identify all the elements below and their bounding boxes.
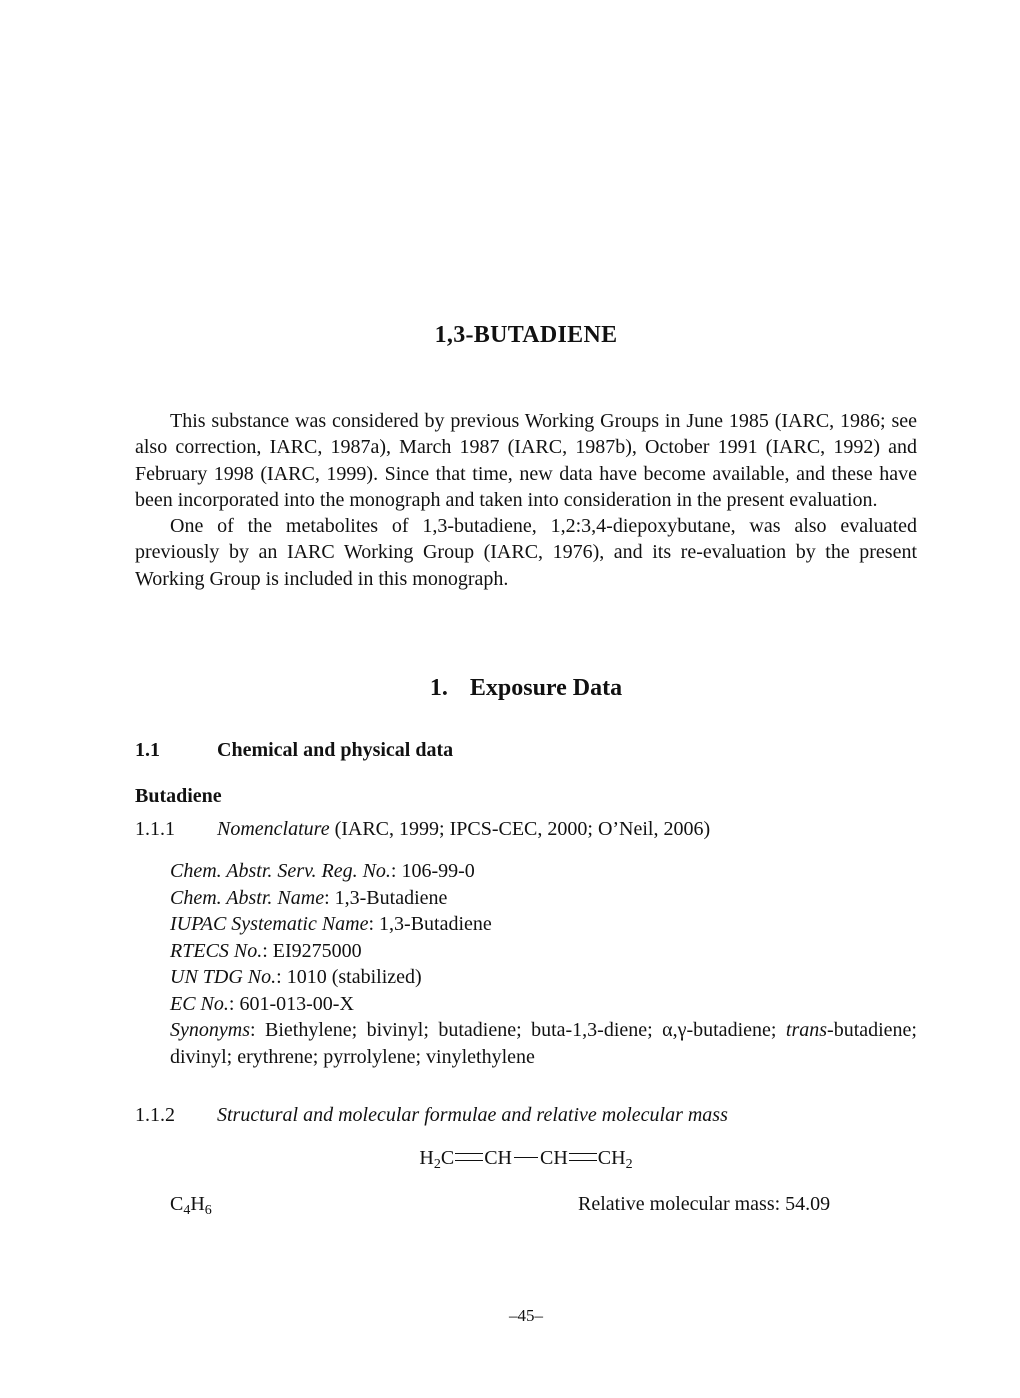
double-bond bbox=[569, 1153, 597, 1161]
formulae-heading bbox=[135, 1104, 728, 1127]
item-label: RTECS No. bbox=[170, 939, 263, 962]
ec-number-row bbox=[170, 991, 917, 1018]
subsection-title: Chemical and physical data bbox=[217, 739, 454, 761]
page-number: –45– bbox=[509, 1306, 543, 1325]
synonyms-label: Synonyms bbox=[170, 1019, 250, 1041]
intro-paragraph-2: One of the metabolites of 1,3-butadiene, 1,2:3,4-diepoxybutane, was also evaluated previously by an IARC Working Group (IARC, 1976), and its re-evaluation by the present Working Group is included in this monograph. bbox=[135, 515, 917, 590]
item-label: Chem. Abstr. Name bbox=[170, 886, 325, 909]
atom-c: C bbox=[440, 1147, 455, 1169]
intro-paragraph-1: This substance was considered by previous Working Groups in June 1985 (IARC, 1986; see also correction, IARC, 1987a), March 1987 (IARC, 1987b), October 1991 (IARC, 1992) and February 1998 (IARC, 1999). Since that time, new data have become available, and these have been incorporated into the monograph and taken into consideration in the present evaluation. bbox=[135, 410, 917, 511]
synonyms-value-b: butadiene; divinyl; erythrene; pyrrolylene; vinylethylene bbox=[170, 1019, 917, 1068]
item-value: : 1010 (stabilized) bbox=[276, 966, 422, 988]
item-value: : 601-013-00-X bbox=[228, 992, 354, 1015]
item-value: : 1,3-Butadiene bbox=[324, 886, 448, 909]
compound-heading: Butadiene bbox=[135, 785, 222, 807]
group-ch: CH bbox=[484, 1147, 512, 1169]
double-bond bbox=[455, 1153, 483, 1161]
atom-h: H bbox=[190, 1193, 205, 1215]
group-ch: CH bbox=[597, 1147, 626, 1169]
molecular-formula bbox=[170, 1193, 212, 1216]
item-label: UN TDG No. bbox=[170, 966, 277, 988]
iupac-name-row bbox=[170, 911, 917, 938]
formulae-number: 1.1.2 bbox=[135, 1104, 175, 1126]
section-number: 1. bbox=[429, 675, 448, 701]
item-label: EC No. bbox=[170, 992, 229, 1015]
introduction bbox=[135, 408, 917, 592]
nomenclature-list bbox=[170, 858, 917, 1070]
subscript: 4 bbox=[183, 1203, 191, 1218]
nomenclature-title: Nomenclature bbox=[217, 818, 330, 840]
item-label: Chem. Abstr. Serv. Reg. No. bbox=[170, 860, 391, 882]
cas-name-row bbox=[170, 885, 917, 912]
single-bond bbox=[514, 1157, 538, 1158]
structural-formula bbox=[135, 1147, 917, 1170]
subsection-number: 1.1 bbox=[135, 739, 160, 761]
subscript: 2 bbox=[625, 1157, 633, 1172]
synonyms-row bbox=[170, 1017, 917, 1070]
item-value: : EI9275000 bbox=[262, 939, 362, 962]
nomenclature-number: 1.1.1 bbox=[135, 818, 175, 840]
nomenclature-refs: (IARC, 1999; IPCS-CEC, 2000; O’Neil, 2006) bbox=[329, 818, 711, 840]
item-label: IUPAC Systematic Name bbox=[170, 913, 369, 935]
item-value: : 106-99-0 bbox=[390, 860, 475, 882]
molecular-mass: Relative molecular mass: 54.09 bbox=[578, 1193, 831, 1215]
document-page bbox=[135, 0, 917, 1398]
atom-h: H bbox=[419, 1147, 434, 1169]
subsection-heading bbox=[135, 739, 453, 762]
subscript: 2 bbox=[433, 1157, 441, 1172]
synonyms-value-a: : Biethylene; bivinyl; butadiene; buta-1,3-diene; α,γ-butadiene; bbox=[249, 1019, 786, 1041]
formulae-title: Structural and molecular formulae and relative molecular mass bbox=[217, 1104, 728, 1126]
un-tdg-row bbox=[170, 964, 917, 991]
subscript: 6 bbox=[204, 1203, 212, 1218]
cas-number-row bbox=[170, 858, 917, 885]
section-title: Exposure Data bbox=[469, 675, 623, 701]
group-ch: CH bbox=[540, 1147, 568, 1169]
nomenclature-heading bbox=[135, 818, 710, 841]
atom-c: C bbox=[170, 1193, 184, 1215]
monograph-title: 1,3-BUTADIENE bbox=[434, 322, 618, 348]
item-value: : 1,3-Butadiene bbox=[368, 913, 492, 935]
rtecs-row bbox=[170, 938, 917, 965]
section-heading bbox=[135, 675, 917, 702]
synonyms-italic: trans- bbox=[785, 1019, 834, 1041]
